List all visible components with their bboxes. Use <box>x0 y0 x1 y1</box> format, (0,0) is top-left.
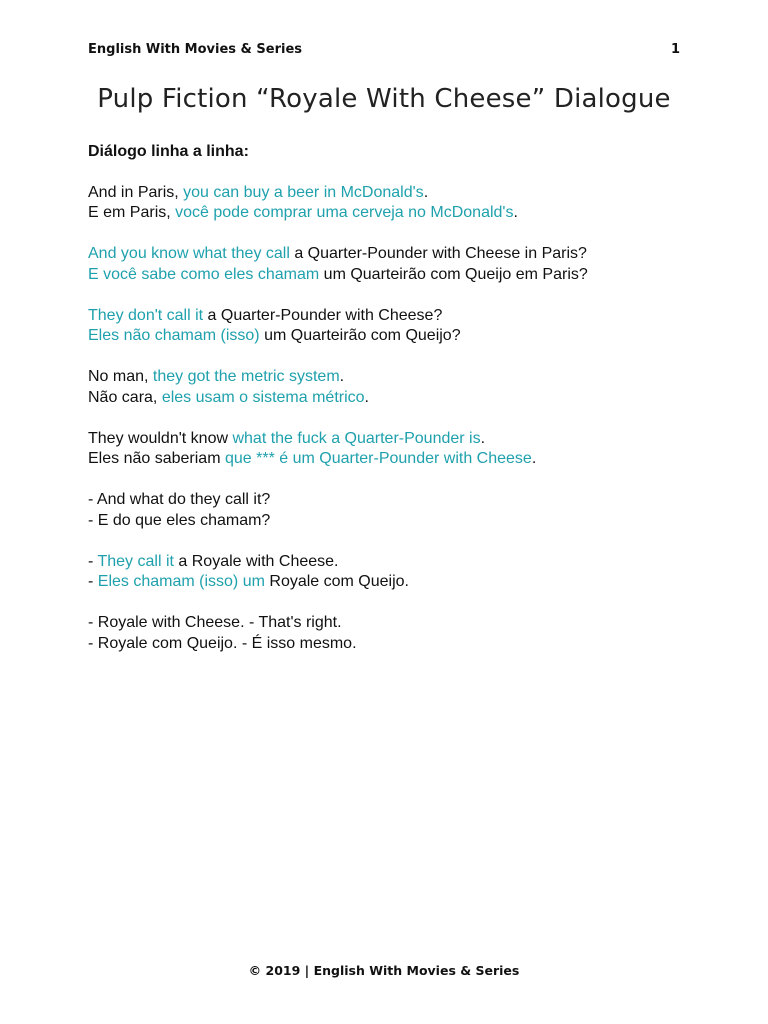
document-title: Pulp Fiction “Royale With Cheese” Dialogue <box>97 84 671 114</box>
dialogue-pair <box>88 183 688 224</box>
text-segment: a Quarter-Pounder with Cheese in Paris? <box>289 245 587 262</box>
dialogue-list <box>88 183 688 655</box>
portuguese-line <box>88 265 688 286</box>
text-segment: - <box>88 573 98 590</box>
highlighted-phrase: They call it <box>97 552 174 570</box>
text-segment: - Royale with Cheese. - That's right. <box>88 614 342 631</box>
english-line <box>88 552 688 573</box>
english-line <box>88 367 688 388</box>
text-segment: - Royale com Queijo. - É isso mesmo. <box>88 634 357 652</box>
text-segment: . <box>339 368 345 385</box>
english-line <box>88 183 688 204</box>
text-segment: a Quarter-Pounder with Cheese? <box>203 306 443 324</box>
text-segment: And in Paris, <box>88 183 184 201</box>
highlighted-phrase: what the fuck a Quarter-Pounder is <box>232 429 481 447</box>
page-header <box>88 42 680 57</box>
text-segment: They wouldn't know <box>88 429 233 447</box>
header-site-name: English With Movies & Series <box>88 42 303 57</box>
english-line <box>88 613 688 634</box>
highlighted-phrase: Eles não chamam (isso) <box>88 327 260 344</box>
text-segment: Não cara, <box>88 388 162 406</box>
dialogue-pair <box>88 306 688 347</box>
section-subheading: Diálogo linha a linha: <box>88 143 249 160</box>
document-body <box>88 142 688 675</box>
english-line <box>88 244 688 265</box>
highlighted-phrase: que *** é um Quarter-Pounder with Cheese <box>224 450 532 467</box>
highlighted-phrase: you can buy a beer in McDonald's <box>183 183 424 201</box>
portuguese-line <box>88 388 688 409</box>
portuguese-line <box>88 449 688 470</box>
portuguese-line <box>88 326 688 347</box>
dialogue-pair <box>88 367 688 408</box>
dialogue-pair <box>88 244 688 285</box>
text-segment: . <box>513 204 518 221</box>
highlighted-phrase: eles usam o sistema métrico <box>161 388 365 406</box>
portuguese-line <box>88 203 688 224</box>
page-footer: © 2019 | English With Movies & Series <box>248 963 520 978</box>
text-segment: a Royale with Cheese. <box>173 552 339 570</box>
text-segment: - E do que eles chamam? <box>88 511 271 529</box>
highlighted-phrase: Eles chamam (isso) um <box>97 573 265 590</box>
dialogue-pair <box>88 613 688 654</box>
text-segment: - <box>88 552 98 570</box>
text-segment: Eles não saberiam <box>88 450 225 467</box>
english-line <box>88 429 688 450</box>
text-segment: . <box>364 388 369 406</box>
portuguese-line <box>88 634 688 655</box>
highlighted-phrase: você pode comprar uma cerveja no McDonald's <box>175 204 514 221</box>
text-segment: . <box>423 183 429 201</box>
highlighted-phrase: They don't call it <box>88 306 204 324</box>
dialogue-pair <box>88 429 688 470</box>
dialogue-pair <box>88 490 688 531</box>
text-segment: - And what do they call it? <box>88 491 271 508</box>
english-line <box>88 306 688 327</box>
text-segment: E em Paris, <box>88 204 176 221</box>
text-segment: Royale com Queijo. <box>264 573 409 590</box>
text-segment: No man, <box>88 368 153 385</box>
text-segment: . <box>480 429 486 447</box>
english-line <box>88 490 688 511</box>
text-segment: um Quarteirão com Queijo em Paris? <box>319 265 588 283</box>
page-number: 1 <box>670 42 680 57</box>
highlighted-phrase: And you know what they call <box>88 245 290 262</box>
dialogue-pair <box>88 552 688 593</box>
portuguese-line <box>88 572 688 593</box>
highlighted-phrase: E você sabe como eles chamam <box>88 265 320 283</box>
highlighted-phrase: they got the metric system <box>152 368 340 385</box>
text-segment: . <box>531 450 537 467</box>
portuguese-line <box>88 511 688 532</box>
text-segment: um Quarteirão com Queijo? <box>259 327 461 344</box>
